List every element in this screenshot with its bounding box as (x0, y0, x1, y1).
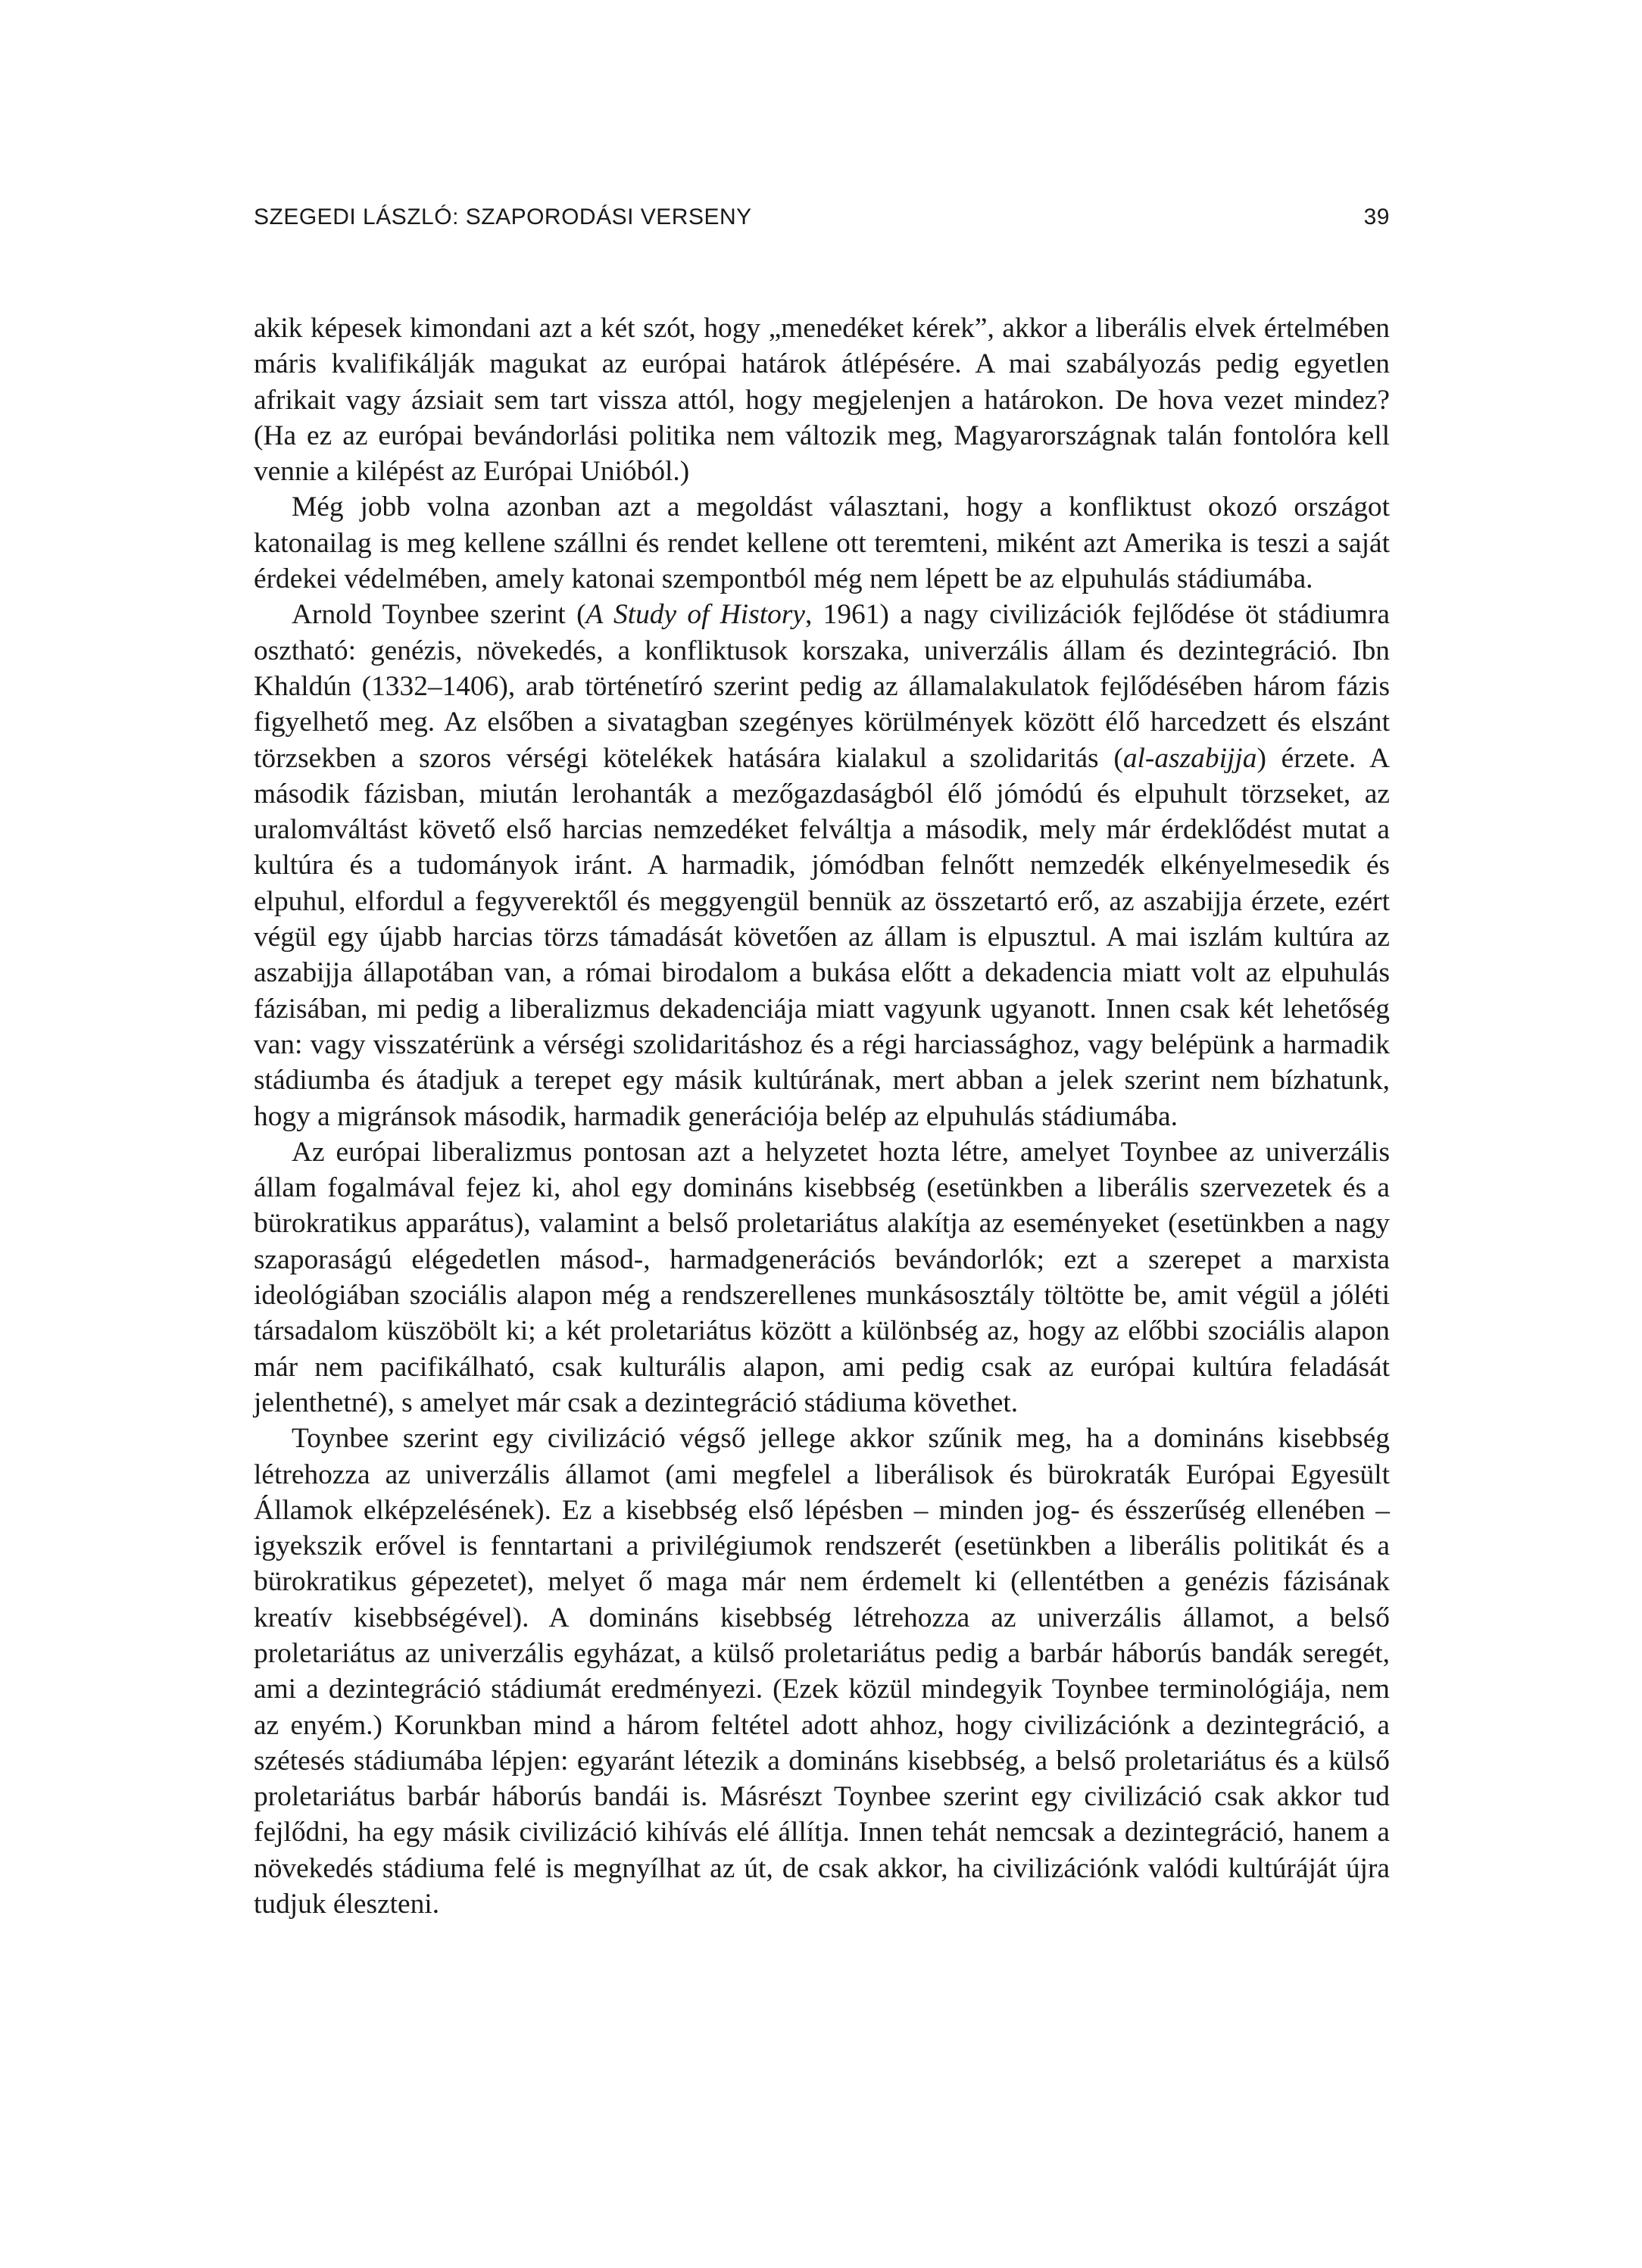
paragraph-3 (254, 597, 1390, 1134)
paragraph-5 (254, 1421, 1390, 1922)
paragraph-text: ) érzete. A második fázisban, miután lerohanták a mezőgazdaságból élő jómódú és elpuhult törzseket, az uralomváltást követő első harcias nemzedéket felváltja a második, mely már érdeklődést mutat a kultúra és a tudományok iránt. A harmadik, jómódban felnőtt nemzedék elkényelmesedik és elpuhul, elfordul a fegyverektől és meggyengül bennük az összetartó erő, az aszabijja érzete, ezért végül egy újabb harcias törzs támadását követően az állam is elpusztul. A mai iszlám kultúra az aszabijja állapotában van, a római birodalom a bukása előtt a dekadencia miatt volt az elpuhulás fázisában, mi pedig a liberalizmus dekadenciája miatt vagyunk ugyanott. Innen csak két lehetőség van: vagy visszatérünk a vérségi szolidaritáshoz és a régi harciassághoz, vagy belépünk a harmadik stádiumba és átadjuk a terepet egy másik kultúrának, mert abban a jelek szerint nem bízhatunk, hogy a migránsok második, harmadik generációja belép az elpuhulás stádiumába. (254, 742, 1390, 1132)
paragraph-4 (254, 1134, 1390, 1421)
running-title: SZEGEDI LÁSZLÓ: SZAPORODÁSI VERSENY (254, 204, 752, 229)
term-italic: al-aszabijja (1122, 742, 1257, 774)
paragraph-2 (254, 489, 1390, 597)
body-text (254, 310, 1390, 1922)
paragraph-text: Toynbee szerint egy civilizáció végső jellege akkor szűnik meg, ha a domináns kisebbség létrehozza az univerzális államot (ami megfelel a liberálisok és bürokraták Európai Egyesült Államok elképzelésének). Ez a kisebbség első lépésben – minden jog- és ésszerűség ellenében – igyekszik erővel is fenntartani a privilégiumok rendszerét (esetünkben a liberális politikát és a bürokratikus gépezetet), melyet ő maga már nem érdemelt ki (ellentétben a genézis fázisának kreatív kisebbségével). A domináns kisebbség létrehozza az univerzális államot, a belső proletariátus az univerzális egyházat, a külső proletariátus pedig a barbár háborús bandák seregét, ami a dezintegráció stádiumát eredményezi. (Ezek közül mindegyik Toynbee terminológiája, nem az enyém.) Korunkban mind a három feltétel adott ahhoz, hogy civilizációnk a dezintegráció, a szétesés stádiumába lépjen: egyaránt létezik a domináns kisebbség, a belső proletariátus és a külső proletariátus barbár háborús bandái is. Másrészt Toynbee szerint egy civilizáció csak akkor tud fejlődni, ha egy másik civilizáció kihívás elé állítja. Innen tehát nemcsak a dezintegráció, hanem a növekedés stádiuma felé is megnyílhat az út, de csak akkor, ha civilizációnk valódi kultúráját újra tudjuk éleszteni. (254, 1423, 1390, 1920)
book-title-italic: A Study of History (585, 599, 805, 631)
page-number: 39 (1363, 204, 1390, 229)
paragraph-1 (254, 310, 1390, 489)
running-head (254, 204, 1390, 235)
paragraph-text: , 1961) a nagy civilizációk fejlődése öt stádiumra osztható: genézis, növekedés, a konfliktusok korszaka, univerzális állam és dezintegráció. Ibn Khaldún (1332–1406), arab történetíró szerint pedig az államalakulatok fejlődésében három fázis figyelhető meg. Az elsőben a sivatagban szegényes körülmények között élő harcedzett és elszánt törzsekben a szoros vérségi kötelékek hatására kialakul a szolidaritás ( (254, 599, 1390, 774)
book-page (254, 204, 1390, 1922)
paragraph-text: Arnold Toynbee szerint ( (292, 599, 586, 631)
paragraph-text: Még jobb volna azonban azt a megoldást választani, hogy a konfliktust okozó országot katonailag is meg kellene szállni és rendet kellene ott teremteni, miként azt Amerika is teszi a saját érdekei védelmében, amely katonai szempontból még nem lépett be az elpuhulás stádiumába. (254, 491, 1390, 595)
paragraph-text: Az európai liberalizmus pontosan azt a helyzetet hozta létre, amelyet Toynbee az univerzális állam fogalmával fejez ki, ahol egy domináns kisebbség (esetünkben a liberális szervezetek és a bürokratikus apparátus), valamint a belső proletariátus alakítja az eseményeket (esetünkben a nagy szaporaságú elégedetlen másod-, harmadgenerációs bevándorlók; ezt a szerepet a marxista ideológiában szociális alapon még a rendszerellenes munkásosztály töltötte be, amit végül a jóléti társadalom küszöbölt ki; a két proletariátus között a különbség az, hogy az előbbi szociális alapon már nem pacifikálható, csak kulturális alapon, ami pedig csak az európai kultúra feladását jelenthetné), s amelyet már csak a dezintegráció stádiuma követhet. (254, 1136, 1390, 1418)
paragraph-text: akik képesek kimondani azt a két szót, hogy „menedéket kérek”, akkor a liberális elvek értelmében máris kvalifikálják magukat az európai határok átlépésére. A mai szabályozás pedig egyetlen afrikait vagy ázsiait sem tart vissza attól, hogy megjelenjen a határokon. De hova vezet mindez? (Ha ez az európai bevándorlási politika nem változik meg, Magyarországnak talán fontolóra kell vennie a kilépést az Európai Unióból.) (254, 313, 1390, 488)
